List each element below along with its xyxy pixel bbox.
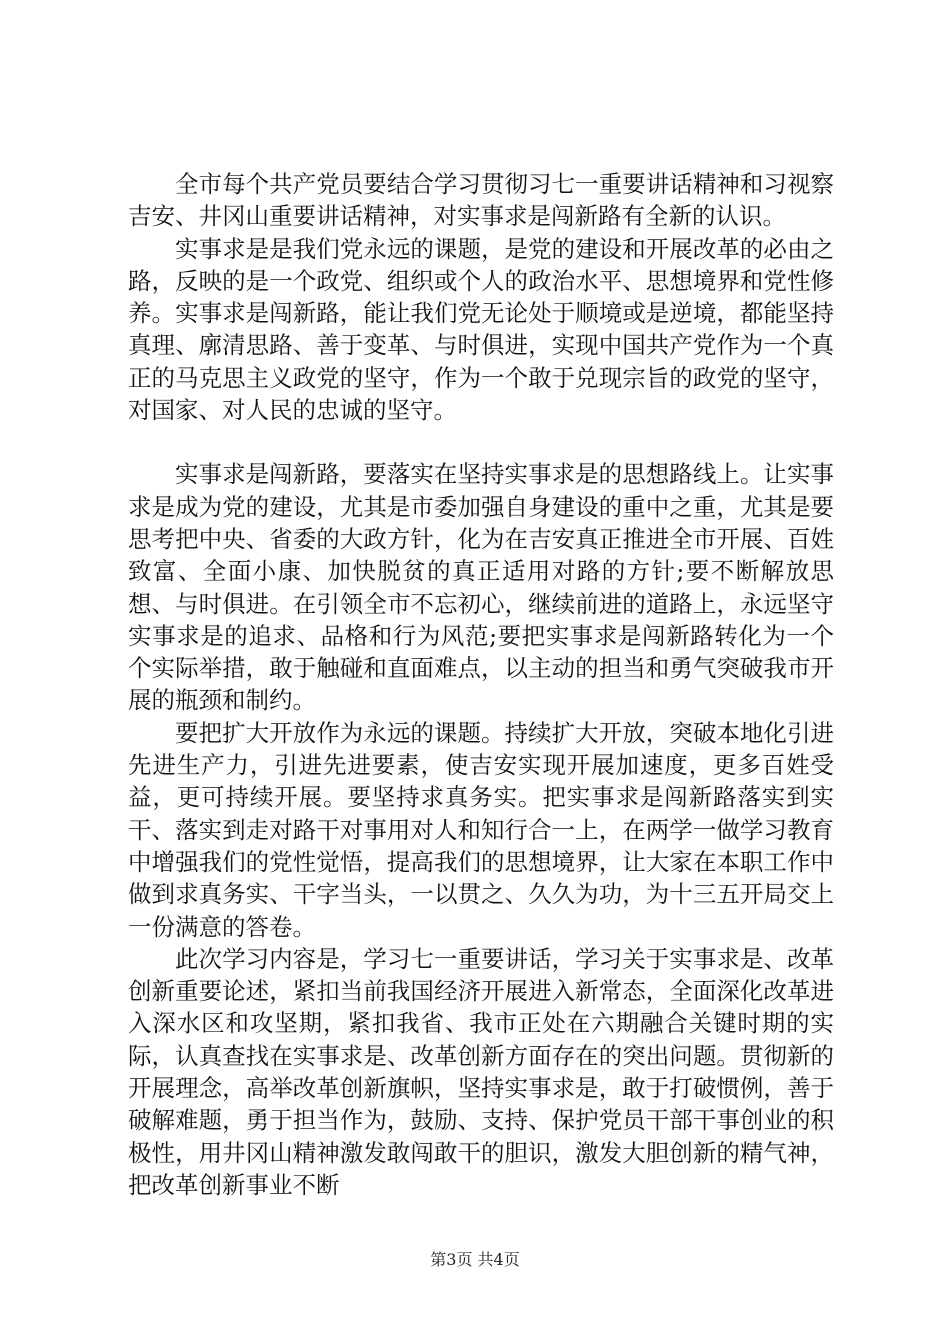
paragraph-2: 实事求是是我们党永远的课题，是党的建设和开展改革的必由之路，反映的是一个政党、组织或个人的政治水平、思想境界和党性修养。实事求是闯新路，能让我们党无论处于顺境或是逆境，都能坚持真理、廓清思路、善于变革、与时俱进，实现中国共产党作为一个真正的马克思主义政党的坚守，作为一个敢于兑现宗旨的政党的坚守，对国家、对人民的忠诚的坚守。	[128, 234, 834, 425]
page-footer: 第3页 共4页	[430, 1250, 520, 1269]
paragraph-4: 要把扩大开放作为永远的课题。持续扩大开放，突破本地化引进先进生产力，引进先进要素，使吉安实现开展加速度，更多百姓受益，更可持续开展。要坚持求真务实。把实事求是闯新路落实到实干、落实到走对路干对事用对人和知行合一上，在两学一做学习教育中增强我们的党性觉悟，提高我们的思想境界，让大家在本职工作中做到求真务实、干字当头，一以贯之、久久为功，为十三五开局交上一份满意的答卷。	[128, 718, 834, 941]
paragraph-3: 实事求是闯新路，要落实在坚持实事求是的思想路线上。让实事求是成为党的建设，尤其是市委加强自身建设的重中之重，尤其是要思考把中央、省委的大政方针，化为在吉安真正推进全市开展、百姓致富、全面小康、加快脱贫的真正适用对路的方针;要不断解放思想、与时俱进。在引领全市不忘初心，继续前进的道路上，永远坚守实事求是的追求、品格和行为风范;要把实事求是闯新路转化为一个个实际举措，敢于触碰和直面难点，以主动的担当和勇气突破我市开展的瓶颈和制约。	[128, 460, 834, 715]
document-body	[128, 168, 834, 1201]
paragraph-5: 此次学习内容是，学习七一重要讲话，学习关于实事求是、改革创新重要论述，紧扣当前我国经济开展进入新常态，全面深化改革进入深水区和攻坚期，紧扣我省、我市正处在六期融合关键时期的实际，认真查找在实事求是、改革创新方面存在的突出问题。贯彻新的开展理念，高举改革创新旗帜，坚持实事求是，敢于打破惯例，善于破解难题，勇于担当作为，鼓励、支持、保护党员干部干事创业的积极性，用井冈山精神激发敢闯敢干的胆识，激发大胆创新的精气神，把改革创新事业不断	[128, 944, 834, 1199]
paragraph-1: 全市每个共产党员要结合学习贯彻习七一重要讲话精神和习视察吉安、井冈山重要讲话精神，对实事求是闯新路有全新的认识。	[128, 170, 834, 231]
